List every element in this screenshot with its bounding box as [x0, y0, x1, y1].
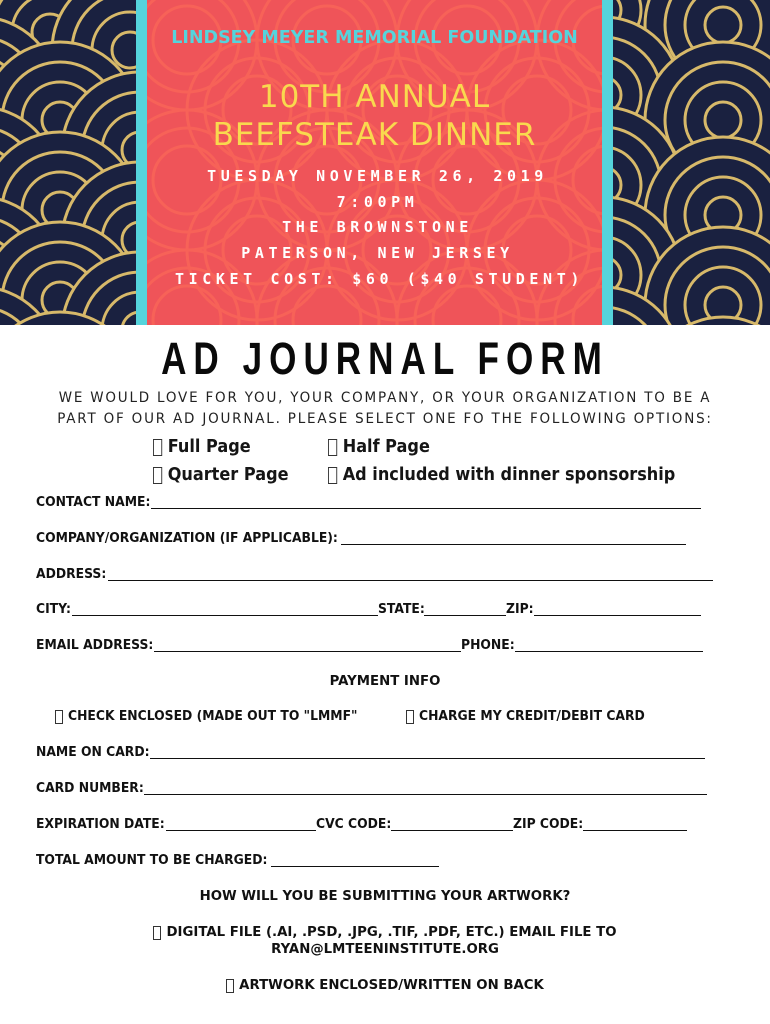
zip-input[interactable] [534, 604, 701, 616]
name-on-card-label: NAME ON CARD: [36, 745, 150, 760]
checkbox-icon[interactable] [406, 710, 414, 724]
event-date: TUESDAY NOVEMBER 26, 2019 [207, 167, 548, 185]
state-input[interactable] [424, 604, 506, 616]
city-input[interactable] [72, 604, 378, 616]
payment-check-option[interactable] [55, 709, 379, 724]
option-half-page[interactable] [328, 437, 430, 457]
company-field [36, 531, 686, 546]
form-title: AD JOURNAL FORM [161, 333, 609, 384]
contact-name-input[interactable] [151, 497, 701, 509]
address-field [36, 567, 713, 582]
option-label: Full Page [167, 437, 251, 457]
event-venue: THE BROWNSTONE [282, 218, 473, 236]
wave-pattern-right [613, 0, 770, 325]
email-label: EMAIL ADDRESS: [36, 638, 154, 653]
expiration-cvc-zip-row [36, 817, 687, 832]
option-full-page[interactable] [153, 437, 251, 457]
contact-name-field [36, 495, 701, 510]
name-on-card-field [36, 745, 705, 760]
option-label: ARTWORK ENCLOSED/WRITTEN ON BACK [239, 978, 544, 993]
zip-label: ZIP: [505, 602, 534, 617]
card-number-label: CARD NUMBER: [36, 781, 144, 796]
event-time: 7:00PM [336, 193, 419, 211]
intro-text-line1: WE WOULD LOVE FOR YOU, YOUR COMPANY, OR YOUR ORGANIZATION TO BE A [58, 390, 712, 406]
company-input[interactable] [341, 533, 686, 545]
cvc-label: CVC CODE: [316, 817, 392, 832]
option-label-line2: RYAN@LMTEENINSTITUTE.ORG [271, 942, 499, 957]
expiration-label: EXPIRATION DATE: [36, 817, 165, 832]
option-label: CHARGE MY CREDIT/DEBIT CARD [419, 709, 645, 724]
wave-pattern-left [0, 0, 137, 325]
checkbox-icon[interactable] [226, 979, 234, 993]
event-title-line1: 10TH ANNUAL [258, 79, 491, 115]
artwork-enclosed-option[interactable] [0, 978, 770, 997]
expiration-input[interactable] [166, 819, 316, 831]
city-state-zip-row [36, 602, 701, 617]
event-header-banner [0, 0, 770, 325]
state-label: STATE: [377, 602, 425, 617]
intro-text-line2: PART OF OUR AD JOURNAL. PLEASE SELECT ONE FO THE FOLLOWING OPTIONS: [57, 411, 713, 427]
card-zip-label: ZIP CODE: [513, 817, 584, 832]
option-label: Half Page [342, 437, 430, 457]
event-title-line2: BEEFSTEAK DINNER [212, 117, 537, 153]
artwork-email-address [0, 942, 770, 957]
email-phone-row [36, 638, 703, 653]
option-label: Ad included with dinner sponsorship [342, 465, 676, 485]
cvc-input[interactable] [391, 819, 513, 831]
checkbox-icon[interactable] [153, 439, 162, 456]
card-number-input[interactable] [144, 783, 707, 795]
checkbox-icon[interactable] [328, 467, 337, 484]
event-location: PATERSON, NEW JERSEY [241, 244, 514, 262]
checkbox-icon[interactable] [55, 710, 63, 724]
ticket-cost: TICKET COST: $60 ($40 STUDENT) [175, 270, 584, 288]
option-dinner-sponsorship[interactable] [328, 465, 675, 485]
total-amount-label: TOTAL AMOUNT TO BE CHARGED: [36, 853, 268, 868]
organization-name: LINDSEY MEYER MEMORIAL FOUNDATION [171, 28, 578, 48]
address-label: ADDRESS: [36, 567, 107, 582]
email-input[interactable] [154, 640, 461, 652]
cyan-border-left [136, 0, 147, 325]
card-number-field [36, 781, 707, 796]
total-amount-field [36, 853, 439, 868]
phone-input[interactable] [515, 640, 703, 652]
total-amount-input[interactable] [271, 855, 439, 867]
option-label: CHECK ENCLOSED (MADE OUT TO "LMMF" [68, 709, 358, 724]
city-label: CITY: [36, 602, 71, 617]
checkbox-icon[interactable] [153, 926, 161, 940]
name-on-card-input[interactable] [150, 747, 705, 759]
artwork-question-text: HOW WILL YOU BE SUBMITTING YOUR ARTWORK? [199, 889, 571, 904]
payment-heading-text: PAYMENT INFO [329, 674, 441, 689]
payment-heading [0, 674, 770, 689]
payment-card-option[interactable] [406, 709, 662, 724]
checkbox-icon[interactable] [153, 467, 162, 484]
card-zip-input[interactable] [583, 819, 687, 831]
option-label: Quarter Page [167, 465, 289, 485]
artwork-digital-option[interactable] [0, 925, 770, 944]
contact-name-label: CONTACT NAME: [36, 495, 151, 510]
company-label: COMPANY/ORGANIZATION (IF APPLICABLE): [36, 531, 338, 546]
phone-label: PHONE: [461, 638, 515, 653]
address-input[interactable] [108, 569, 713, 581]
artwork-question [0, 889, 770, 904]
checkbox-icon[interactable] [328, 439, 337, 456]
option-quarter-page[interactable] [153, 465, 289, 485]
option-label-line1: DIGITAL FILE (.AI, .PSD, .JPG, .TIF, .PDF, ETC.) EMAIL FILE TO [166, 925, 617, 940]
